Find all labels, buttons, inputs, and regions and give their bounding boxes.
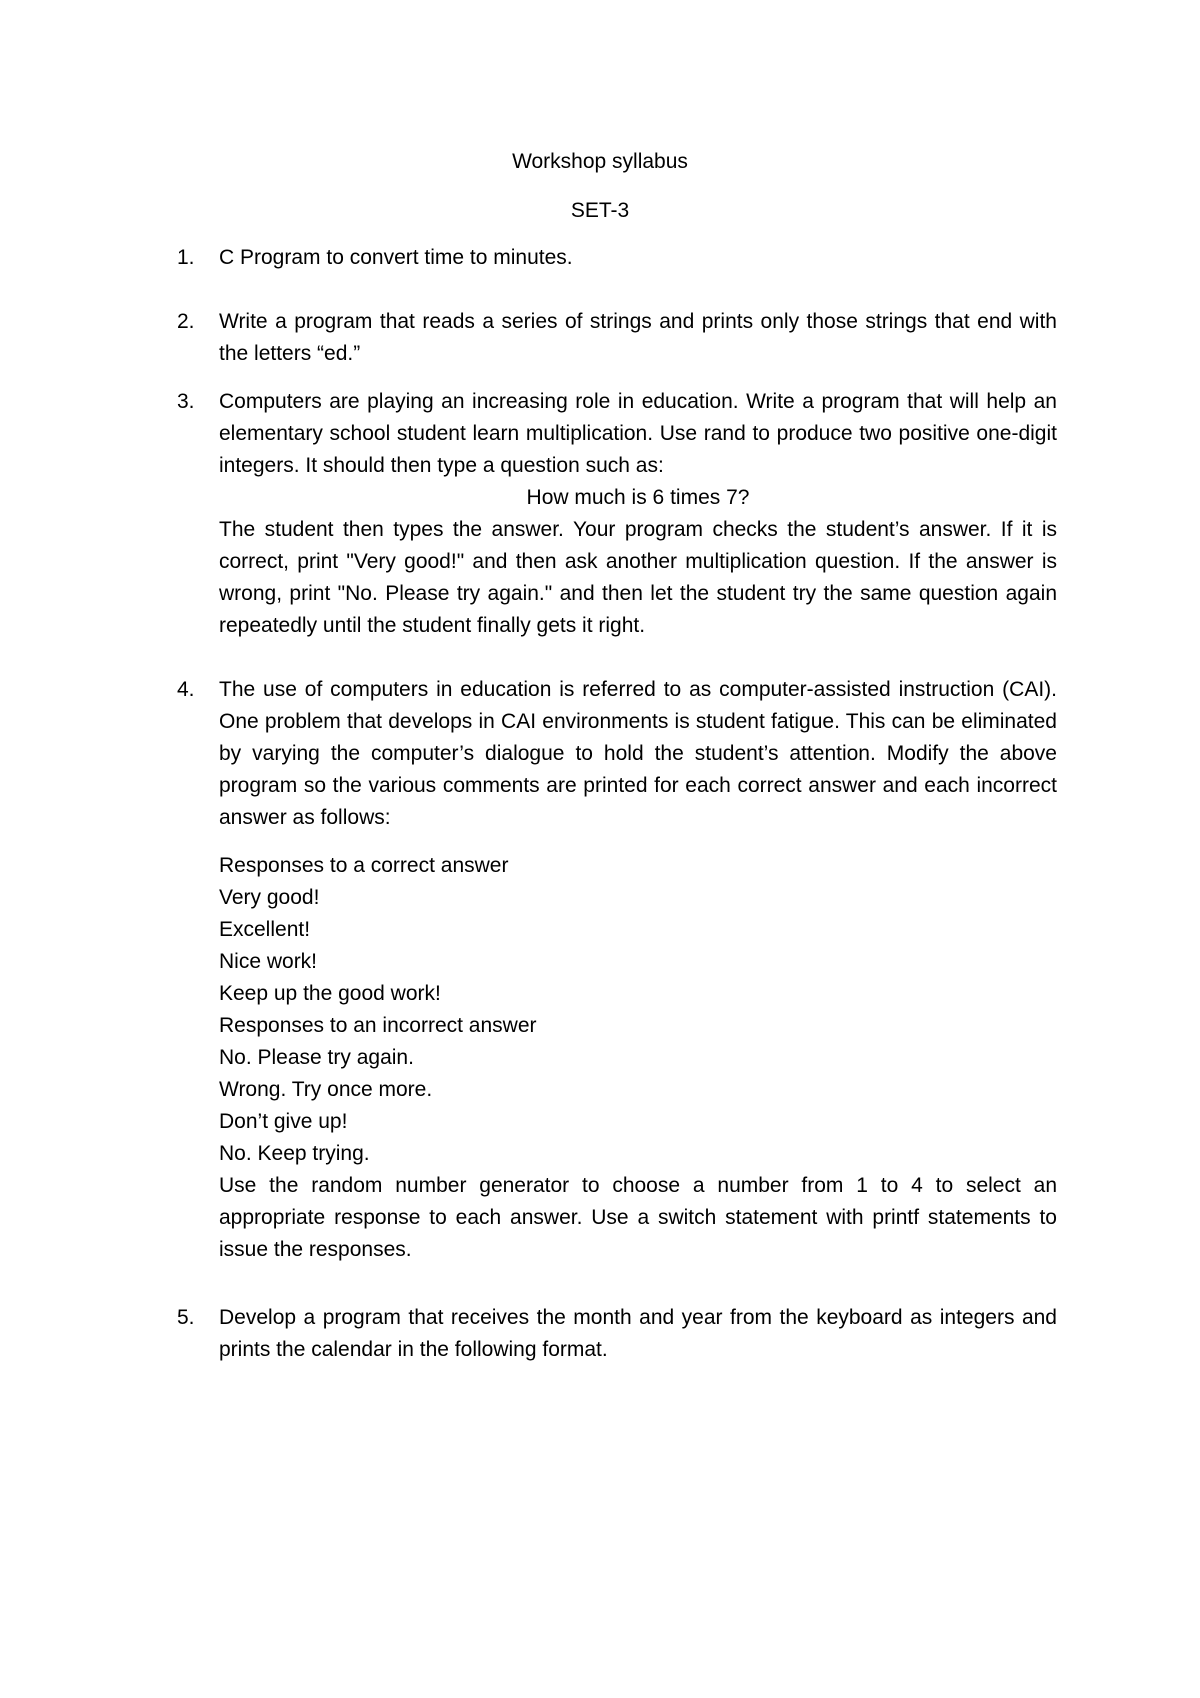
response-line: Very good! [219,886,320,909]
item-outro: Use the random number generator to choose a number from 1 to 4 to select an appropriate response to each answer. Use a switch statement with printf statements to issue the responses. [219,1174,1057,1261]
item-intro: The use of computers in education is referred to as computer-assisted instruction (CAI). One problem that develops in CAI environments is student fatigue. This can be eliminated by varying the computer’s dialogue to hold the student’s attention. Modify the above program so the various comments are printed for each correct answer and each incorrect answer as follows: [219,678,1057,829]
item-number: 2. [177,310,195,333]
item-intro: Computers are playing an increasing role in education. Write a program that will help an elementary school student learn multiplication. Use rand to produce two positive one-digit integers. It should then type a question such as: [219,390,1057,477]
response-line: No. Keep trying. [219,1142,370,1165]
list-item [177,1302,1057,1366]
document-subtitle: SET-3 [570,199,630,222]
document-title: Workshop syllabus [512,150,688,173]
response-line: Excellent! [219,918,311,941]
item-outro: The student then types the answer. Your program checks the student’s answer. If it is correct, print "Very good!" and then ask another multiplication question. If the answer is wrong, print "No. Please try again." and then let the student try the same question again repeatedly until the student finally gets it right. [219,518,1057,637]
list-item [177,306,1057,370]
response-line: Keep up the good work! [219,982,441,1005]
response-line: Wrong. Try once more. [219,1078,433,1101]
list-item [177,386,1057,642]
response-heading-correct: Responses to a correct answer [219,854,509,877]
response-line: Don’t give up! [219,1110,348,1133]
item-text: C Program to convert time to minutes. [219,246,573,269]
item-number: 4. [177,678,195,701]
response-line: Nice work! [219,950,318,973]
response-line: No. Please try again. [219,1046,414,1069]
example-question: How much is 6 times 7? [526,486,750,509]
item-number: 1. [177,246,195,269]
list-item [177,674,1057,1266]
item-number: 5. [177,1306,195,1329]
item-number: 3. [177,390,195,413]
list-item [177,242,1057,274]
item-text: Develop a program that receives the month and year from the keyboard as integers and prints the calendar in the following format. [219,1306,1057,1361]
response-heading-incorrect: Responses to an incorrect answer [219,1014,537,1037]
item-text: Write a program that reads a series of strings and prints only those strings that end with the letters “ed.” [219,310,1057,365]
